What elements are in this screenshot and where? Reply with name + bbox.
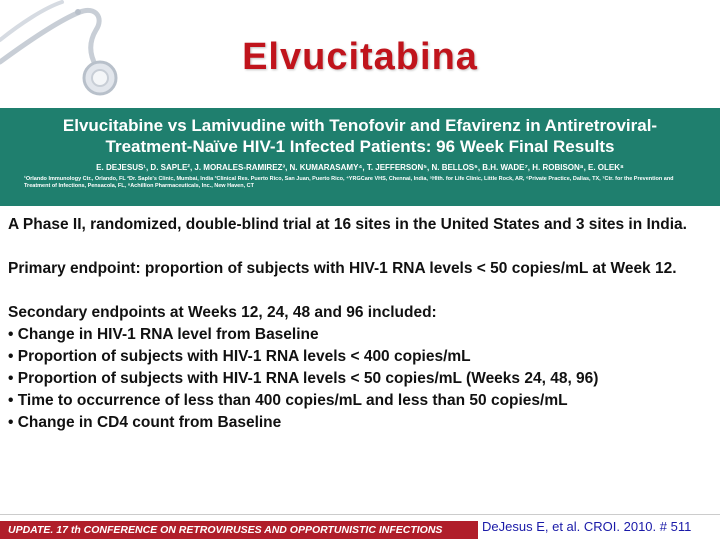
banner-title-line: Treatment-Naïve HIV-1 Infected Patients: 96 Week Final Results: [105, 137, 615, 156]
banner-title: [0, 115, 720, 157]
list-item: • Proportion of subjects with HIV-1 RNA levels < 400 copies/mL: [8, 348, 471, 365]
slide-title: Elvucitabina: [242, 36, 478, 78]
banner-affiliations: ¹Orlando Immunology Ctr., Orlando, FL ²Dr. Saple's Clinic, Mumbai, India ³Clinical Res. Puerto Rico, San Juan, Puerto Rico, ⁴YRGCare VHS, Chennai, India, ⁵Hlth. for Life Clinic, Little Rock, AR, ⁶Private Practice, Dallas, TX, ⁷Ctr. for the Prevention and Treatment of Infections, Pensacola, FL, ⁸Achillion Pharmaceuticals, Inc., New Haven, CT: [24, 176, 674, 189]
citation: DeJesus E, et al. CROI. 2010. # 511: [482, 519, 692, 534]
secondary-endpoints: [8, 302, 708, 434]
list-item: • Change in HIV-1 RNA level from Baseline: [8, 326, 319, 343]
list-item: • Proportion of subjects with HIV-1 RNA levels < 50 copies/mL (Weeks 24, 48, 96): [8, 370, 599, 387]
conference-banner: UPDATE. 17 th CONFERENCE ON RETROVIRUSES AND OPPORTUNISTIC INFECTIONS: [0, 521, 478, 539]
banner-title-line: Elvucitabine vs Lamivudine with Tenofovir and Efavirenz in Antiretroviral-: [62, 116, 658, 135]
banner-authors: E. DEJESUS¹, D. SAPLE², J. MORALES-RAMIREZ³, N. KUMARASAMY⁴, T. JEFFERSON⁵, N. BELLOS⁶, B.H. WADE⁷, H. ROBISON⁸, E. OLEK⁸: [96, 163, 624, 172]
list-item: • Change in CD4 count from Baseline: [8, 414, 282, 431]
primary-endpoint-text: Primary endpoint: proportion of subjects with HIV-1 RNA levels < 50 copies/mL at Week 12.: [8, 260, 677, 277]
slide-body: [8, 214, 708, 434]
secondary-endpoints-heading: Secondary endpoints at Weeks 12, 24, 48 and 96 included:: [8, 304, 437, 321]
study-design-text: A Phase II, randomized, double-blind trial at 16 sites in the United States and 3 sites in India.: [8, 216, 687, 233]
poster-banner: [0, 108, 720, 206]
list-item: • Time to occurrence of less than 400 copies/mL and less than 50 copies/mL: [8, 392, 568, 409]
slide-footer: [0, 514, 720, 541]
